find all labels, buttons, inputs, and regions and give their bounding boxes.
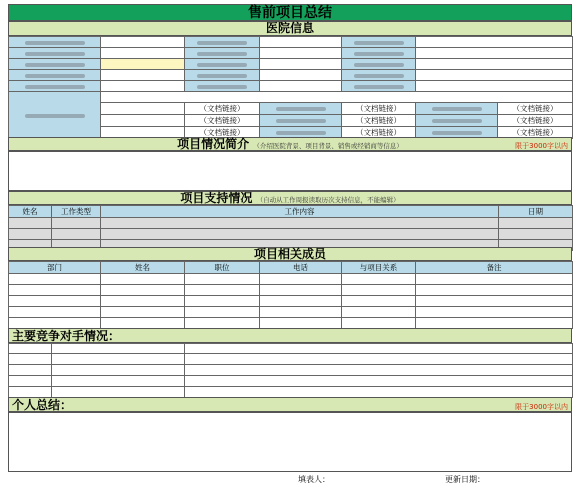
member-cell[interactable] (342, 307, 416, 318)
info-value[interactable] (416, 70, 573, 81)
update-date-label: 更新日期： (445, 475, 485, 484)
doc-link[interactable]: （文档链接） (185, 103, 260, 115)
info-label (342, 81, 416, 92)
sheet-title: 售前项目总结 (8, 4, 572, 21)
competitor-cell[interactable] (185, 354, 573, 365)
info-label (9, 48, 101, 59)
info-label (9, 70, 101, 81)
col-relation: 与项目关系 (342, 262, 416, 274)
info-label (185, 70, 260, 81)
support-cell (101, 229, 499, 240)
info-value[interactable] (260, 70, 342, 81)
competitor-cell[interactable] (9, 387, 52, 398)
summary-header (8, 397, 572, 412)
competitor-cell[interactable] (52, 365, 185, 376)
info-label (185, 48, 260, 59)
competitor-header: 主要竞争对手情况： (8, 328, 572, 343)
info-value[interactable] (101, 70, 185, 81)
project-intro-textarea[interactable] (8, 151, 572, 191)
member-cell[interactable] (260, 318, 342, 329)
presales-summary-sheet (8, 4, 572, 472)
info-value[interactable] (260, 81, 342, 92)
member-cell[interactable] (185, 307, 260, 318)
info-value[interactable] (416, 59, 573, 70)
summary-title: 个人总结： (12, 398, 73, 412)
support-cell (52, 229, 101, 240)
member-cell[interactable] (260, 307, 342, 318)
competitor-cell[interactable] (52, 344, 185, 354)
info-value[interactable] (260, 59, 342, 70)
col-work-type: 工作类型 (52, 206, 101, 218)
doc-link[interactable]: （文档链接） (185, 127, 260, 139)
summary-textarea[interactable] (8, 412, 572, 472)
member-cell[interactable] (260, 296, 342, 307)
info-label (185, 37, 260, 48)
member-cell[interactable] (101, 318, 185, 329)
competitor-cell[interactable] (9, 376, 52, 387)
member-cell[interactable] (416, 307, 573, 318)
info-label (342, 37, 416, 48)
doc-link[interactable]: （文档链接） (185, 115, 260, 127)
info-value[interactable] (101, 37, 185, 48)
col-notes: 备注 (416, 262, 573, 274)
support-title: 项目支持情况 (180, 191, 253, 205)
competitor-cell[interactable] (9, 365, 52, 376)
info-value[interactable] (416, 48, 573, 59)
member-cell[interactable] (342, 296, 416, 307)
competitor-cell[interactable] (52, 387, 185, 398)
info-label (342, 59, 416, 70)
info-value[interactable] (260, 37, 342, 48)
member-cell[interactable] (9, 296, 101, 307)
hospital-info-header: 医院信息 (8, 21, 572, 36)
info-value[interactable] (416, 37, 573, 48)
member-cell[interactable] (342, 274, 416, 285)
member-cell[interactable] (101, 307, 185, 318)
doc-link[interactable]: （文档链接） (498, 127, 573, 139)
member-cell[interactable] (9, 285, 101, 296)
info-value[interactable] (101, 48, 185, 59)
member-cell[interactable] (101, 296, 185, 307)
hospital-info-table (8, 36, 573, 139)
info-value[interactable] (416, 81, 573, 92)
doc-row-cell[interactable] (101, 115, 185, 127)
competitor-cell[interactable] (185, 344, 573, 354)
filler-label: 填表人： (298, 475, 330, 484)
info-label (416, 103, 498, 115)
support-cell (499, 229, 573, 240)
summary-limit: 限于3000字以内 (515, 403, 568, 411)
competitor-table (8, 343, 573, 398)
col-date: 日期 (499, 206, 573, 218)
competitor-cell[interactable] (52, 354, 185, 365)
info-value-selected[interactable] (101, 59, 185, 70)
member-cell[interactable] (101, 274, 185, 285)
col-phone: 电话 (260, 262, 342, 274)
competitor-cell[interactable] (9, 354, 52, 365)
support-table (8, 205, 573, 251)
info-value[interactable] (101, 92, 573, 103)
member-cell[interactable] (101, 285, 185, 296)
support-cell (9, 218, 52, 229)
member-cell[interactable] (185, 296, 260, 307)
competitor-cell[interactable] (185, 376, 573, 387)
info-label (9, 92, 101, 139)
member-cell[interactable] (416, 274, 573, 285)
info-label (185, 59, 260, 70)
doc-link[interactable]: （文档链接） (342, 115, 416, 127)
info-label (342, 70, 416, 81)
info-label (9, 37, 101, 48)
info-label (342, 48, 416, 59)
members-table (8, 261, 573, 329)
member-cell[interactable] (9, 274, 101, 285)
col-name: 姓名 (101, 262, 185, 274)
info-label (185, 81, 260, 92)
members-header: 项目相关成员 (8, 247, 572, 261)
member-cell[interactable] (9, 307, 101, 318)
doc-row-cell[interactable] (101, 103, 185, 115)
support-header (8, 191, 572, 205)
col-position: 职位 (185, 262, 260, 274)
info-label (9, 59, 101, 70)
info-value[interactable] (101, 81, 185, 92)
info-label (260, 103, 342, 115)
col-name: 姓名 (9, 206, 52, 218)
member-cell[interactable] (260, 285, 342, 296)
member-cell[interactable] (260, 274, 342, 285)
member-cell[interactable] (416, 285, 573, 296)
support-hint: （自动从工作周报读取历次支持信息，不能编辑） (256, 196, 400, 204)
col-work-content: 工作内容 (101, 206, 499, 218)
support-cell (499, 218, 573, 229)
project-intro-limit: 限于3000字以内 (515, 142, 568, 150)
info-label (260, 115, 342, 127)
info-label (9, 81, 101, 92)
member-cell[interactable] (9, 318, 101, 329)
member-cell[interactable] (342, 318, 416, 329)
doc-link[interactable]: （文档链接） (498, 103, 573, 115)
col-department: 部门 (9, 262, 101, 274)
member-cell[interactable] (185, 274, 260, 285)
project-intro-header (8, 137, 572, 151)
member-cell[interactable] (342, 285, 416, 296)
competitor-cell[interactable] (185, 387, 573, 398)
member-cell[interactable] (416, 296, 573, 307)
member-cell[interactable] (416, 318, 573, 329)
member-cell[interactable] (185, 285, 260, 296)
support-cell (101, 218, 499, 229)
doc-link[interactable]: （文档链接） (342, 103, 416, 115)
competitor-cell[interactable] (52, 376, 185, 387)
doc-link[interactable]: （文档链接） (498, 115, 573, 127)
support-cell (9, 229, 52, 240)
support-cell (52, 218, 101, 229)
competitor-cell[interactable] (185, 365, 573, 376)
doc-link[interactable]: （文档链接） (342, 127, 416, 139)
project-intro-hint: （介绍医院背景、项目背景、销售或经销商等信息） (253, 142, 403, 150)
project-intro-title: 项目情况简介 (177, 137, 250, 151)
info-label (416, 115, 498, 127)
member-cell[interactable] (185, 318, 260, 329)
competitor-cell[interactable] (9, 344, 52, 354)
info-value[interactable] (260, 48, 342, 59)
